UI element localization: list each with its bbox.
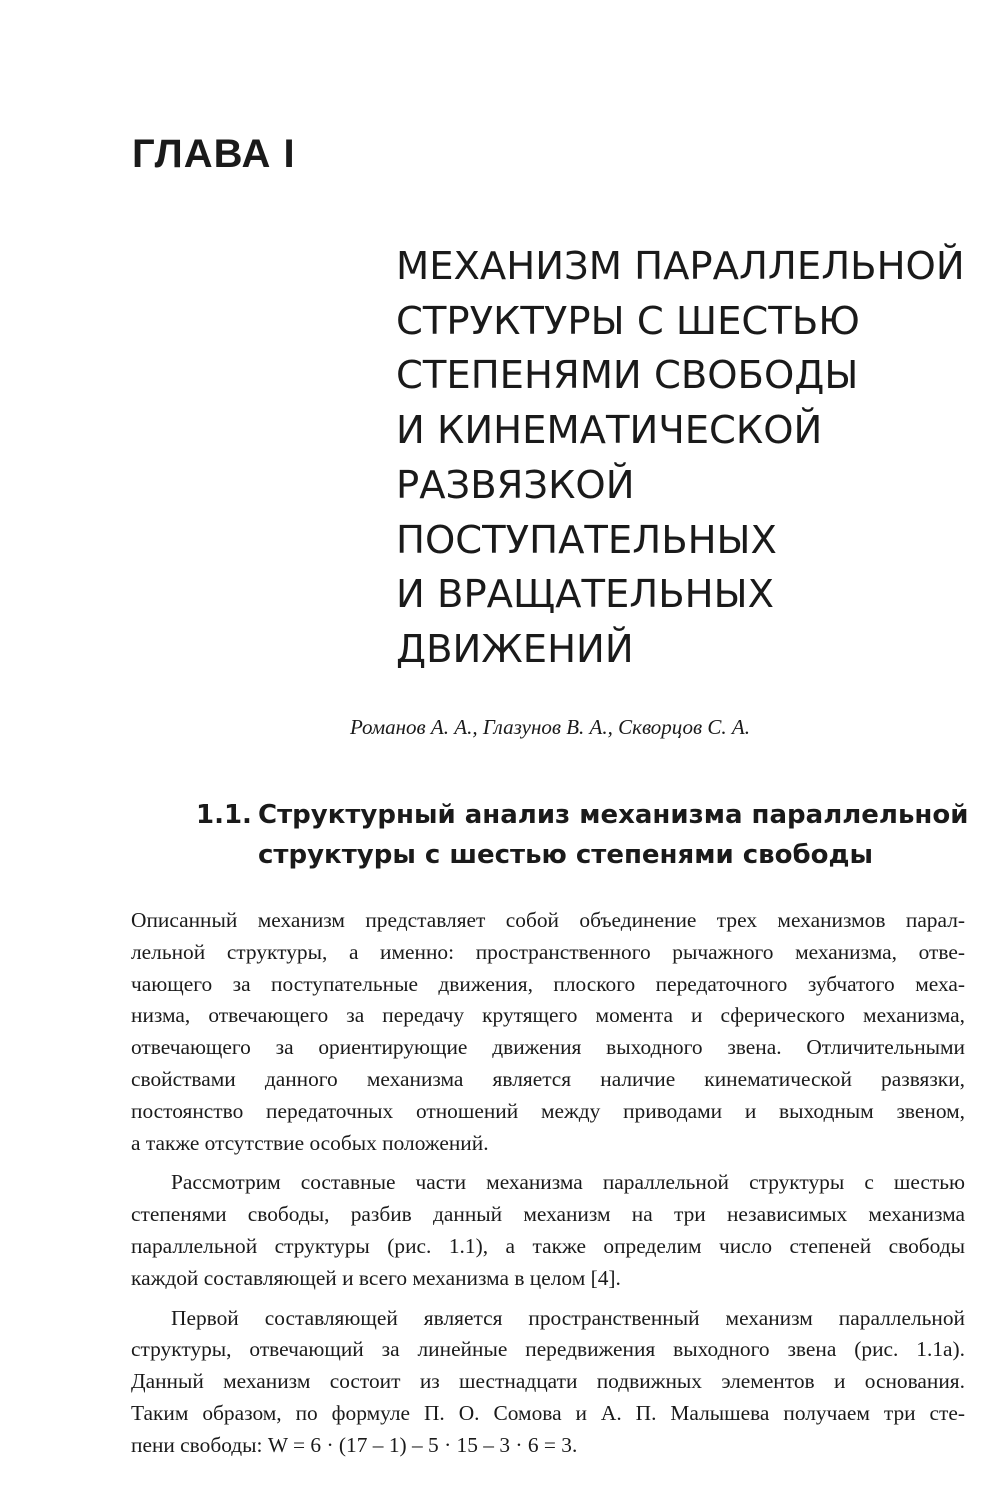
chapter-title-line: ПОСТУПАТЕЛЬНЫХ [396,517,777,563]
section-title-line: Структурный анализ механизма параллельной [258,800,969,830]
text-line: каждой составляющей и всего механизма в целом [4]. [131,1265,621,1290]
text-line: а также отсутствие особых положений. [131,1130,489,1155]
paragraph [131,905,965,1159]
section-number: 1.1. [196,800,252,830]
chapter-title-line: МЕХАНИЗМ ПАРАЛЛЕЛЬНОЙ [396,244,965,289]
text-line: пени свободы: W = 6 · (17 – 1) – 5 · 15 – 3 · 6 = 3. [131,1432,578,1457]
chapter-title-line: И КИНЕМАТИЧЕСКОЙ [396,408,823,454]
text-line: Первой составляющей является пространственный механизм параллельной [171,1305,965,1330]
chapter-title-line: РАЗВЯЗКОЙ [396,462,635,508]
text-line: низма, отвечающего за передачу крутящего момента и сферического механизма, [131,1003,965,1028]
section-title [258,795,969,875]
chapter-title-line: И ВРАЩАТЕЛЬНЫХ [396,572,774,618]
chapter-title-line: ДВИЖЕНИЙ [396,626,634,672]
text-line: постоянство передаточных отношений между приводами и выходным звеном, [131,1098,965,1123]
body-text [131,905,965,1470]
text-line: Рассмотрим составные части механизма параллельной структуры с шестью [171,1170,965,1195]
section-title-line: структуры с шестью степенями свободы [258,840,873,870]
text-line: Описанный механизм представляет собой объединение трех механизмов парал- [131,908,965,932]
text-line: отвечающего за ориентирующие движения выходного звена. Отличительными [131,1035,965,1060]
chapter-authors: Романов А. А., Глазунов В. А., Скворцов С. А. [349,715,751,739]
chapter-label: ГЛАВА I [132,132,296,176]
text-line: свойствами данного механизма является наличие кинематической развязки, [131,1066,965,1091]
text-line: параллельной структуры (рис. 1.1), а также определим число степеней свободы [131,1233,965,1258]
chapter-title-line: СТЕПЕНЯМИ СВОБОДЫ [396,353,859,399]
text-line: Таким образом, по формуле П. О. Сомова и А. П. Малышева получаем три сте- [131,1400,965,1425]
text-line: Данный механизм состоит из шестнадцати подвижных элементов и основания. [131,1369,965,1394]
chapter-title [396,240,986,678]
paragraph [131,1303,965,1462]
chapter-title-line: СТРУКТУРЫ С ШЕСТЬЮ [396,298,860,344]
text-line: степенями свободы, разбив данный механизм на три независимых механизма [131,1202,965,1227]
text-line: лельной структуры, а именно: пространственного рычажного механизма, отве- [131,939,965,964]
text-line: структуры, отвечающий за линейные передвижения выходного звена (рис. 1.1a). [131,1337,965,1362]
text-line: чающего за поступательные движения, плоского передаточного зубчатого меха- [131,971,965,996]
paragraph [131,1167,965,1294]
